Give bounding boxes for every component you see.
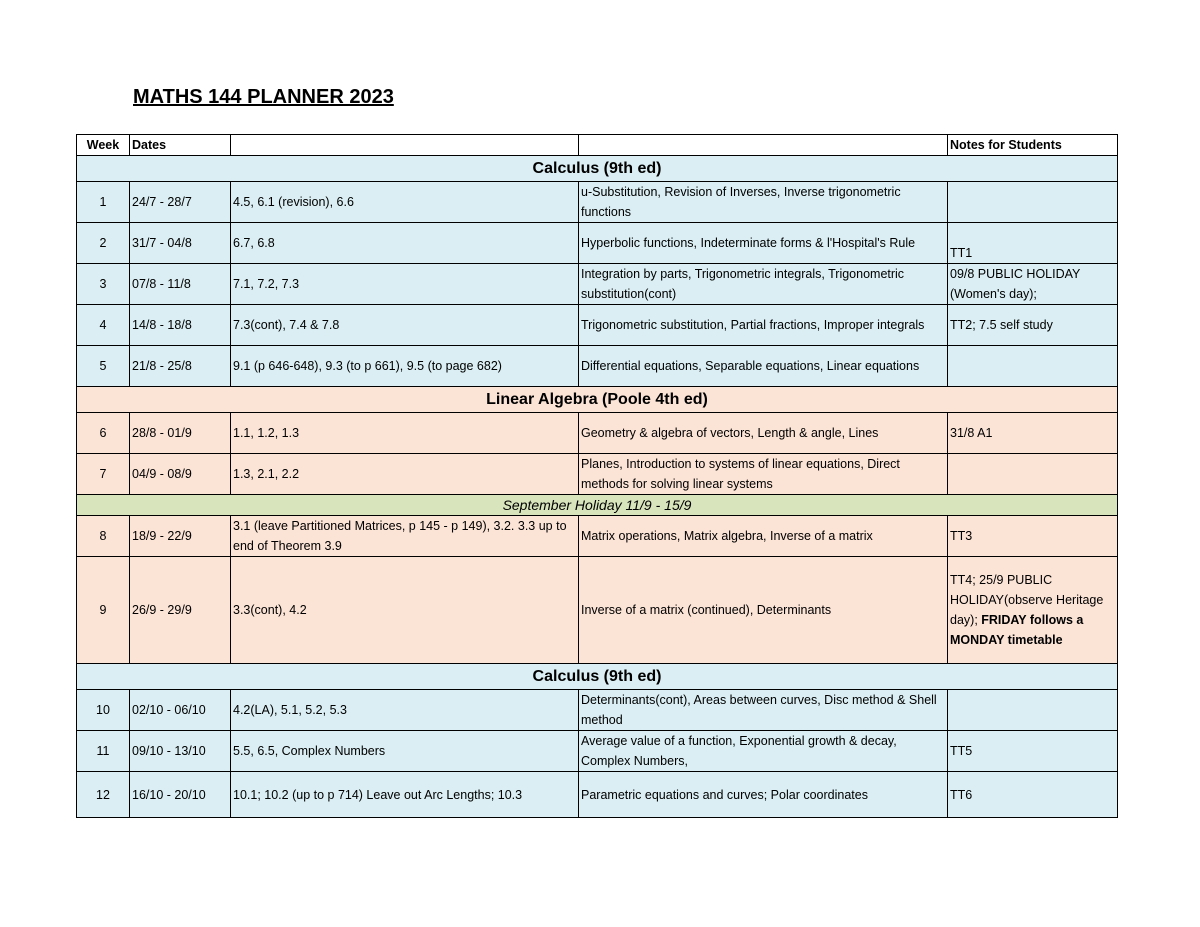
table-row — [77, 223, 1118, 264]
table-row — [77, 346, 1118, 387]
week-cell: 9 — [77, 557, 130, 664]
header-week: Week — [77, 135, 130, 156]
section-row — [77, 156, 1118, 182]
notes-bold-text: FRIDAY follows a MONDAY timetable — [950, 613, 1084, 647]
dates-cell: 04/9 - 08/9 — [130, 454, 231, 495]
week-cell: 1 — [77, 182, 130, 223]
topics-cell: Integration by parts, Trigonometric integrals, Trigonometric substitution(cont) — [579, 264, 948, 305]
section-holiday: September Holiday 11/9 - 15/9 — [77, 495, 1118, 516]
notes-cell: TT1 — [948, 223, 1118, 264]
header-dates: Dates — [130, 135, 231, 156]
table-row — [77, 264, 1118, 305]
planner-table — [76, 134, 1118, 818]
week-cell: 12 — [77, 772, 130, 818]
week-cell: 2 — [77, 223, 130, 264]
header-sections — [231, 135, 579, 156]
topics-cell: Matrix operations, Matrix algebra, Inverse of a matrix — [579, 516, 948, 557]
section-row — [77, 387, 1118, 413]
header-row — [77, 135, 1118, 156]
table-row — [77, 690, 1118, 731]
sections-cell: 5.5, 6.5, Complex Numbers — [231, 731, 579, 772]
topics-cell: Average value of a function, Exponential growth & decay, Complex Numbers, — [579, 731, 948, 772]
section-calculus: Calculus (9th ed) — [77, 156, 1118, 182]
notes-cell: TT2; 7.5 self study — [948, 305, 1118, 346]
sections-cell: 1.1, 1.2, 1.3 — [231, 413, 579, 454]
dates-cell: 16/10 - 20/10 — [130, 772, 231, 818]
holiday-row — [77, 495, 1118, 516]
week-cell: 11 — [77, 731, 130, 772]
table-row — [77, 305, 1118, 346]
header-notes: Notes for Students — [948, 135, 1118, 156]
section-calculus: Calculus (9th ed) — [77, 664, 1118, 690]
sections-cell: 3.3(cont), 4.2 — [231, 557, 579, 664]
dates-cell: 31/7 - 04/8 — [130, 223, 231, 264]
topics-cell: Differential equations, Separable equations, Linear equations — [579, 346, 948, 387]
dates-cell: 14/8 - 18/8 — [130, 305, 231, 346]
week-cell: 7 — [77, 454, 130, 495]
topics-cell: Trigonometric substitution, Partial fractions, Improper integrals — [579, 305, 948, 346]
sections-cell: 4.5, 6.1 (revision), 6.6 — [231, 182, 579, 223]
table-row — [77, 772, 1118, 818]
section-linear-algebra: Linear Algebra (Poole 4th ed) — [77, 387, 1118, 413]
table-row — [77, 557, 1118, 664]
table-row — [77, 731, 1118, 772]
dates-cell: 09/10 - 13/10 — [130, 731, 231, 772]
section-row — [77, 664, 1118, 690]
notes-cell — [948, 690, 1118, 731]
header-topics — [579, 135, 948, 156]
topics-cell: Hyperbolic functions, Indeterminate forms & l'Hospital's Rule — [579, 223, 948, 264]
notes-cell — [948, 182, 1118, 223]
dates-cell: 28/8 - 01/9 — [130, 413, 231, 454]
dates-cell: 18/9 - 22/9 — [130, 516, 231, 557]
table-row — [77, 516, 1118, 557]
topics-cell: Inverse of a matrix (continued), Determinants — [579, 557, 948, 664]
sections-cell: 7.3(cont), 7.4 & 7.8 — [231, 305, 579, 346]
notes-cell — [948, 454, 1118, 495]
notes-cell: TT5 — [948, 731, 1118, 772]
topics-cell: u-Substitution, Revision of Inverses, Inverse trigonometric functions — [579, 182, 948, 223]
dates-cell: 07/8 - 11/8 — [130, 264, 231, 305]
page-title: MATHS 144 PLANNER 2023 — [133, 86, 394, 108]
sections-cell: 10.1; 10.2 (up to p 714) Leave out Arc Lengths; 10.3 — [231, 772, 579, 818]
week-cell: 4 — [77, 305, 130, 346]
dates-cell: 21/8 - 25/8 — [130, 346, 231, 387]
dates-cell: 02/10 - 06/10 — [130, 690, 231, 731]
notes-text: TT4; 25/9 PUBLIC HOLIDAY(observe Heritage day); — [950, 573, 1104, 627]
sections-cell: 1.3, 2.1, 2.2 — [231, 454, 579, 495]
notes-cell: TT3 — [948, 516, 1118, 557]
sections-cell: 6.7, 6.8 — [231, 223, 579, 264]
table-row — [77, 454, 1118, 495]
sections-cell: 7.1, 7.2, 7.3 — [231, 264, 579, 305]
sections-cell: 4.2(LA), 5.1, 5.2, 5.3 — [231, 690, 579, 731]
notes-cell: TT6 — [948, 772, 1118, 818]
week-cell: 5 — [77, 346, 130, 387]
table-row — [77, 182, 1118, 223]
week-cell: 6 — [77, 413, 130, 454]
week-cell: 8 — [77, 516, 130, 557]
dates-cell: 26/9 - 29/9 — [130, 557, 231, 664]
table-row — [77, 413, 1118, 454]
notes-cell: 31/8 A1 — [948, 413, 1118, 454]
dates-cell: 24/7 - 28/7 — [130, 182, 231, 223]
sections-cell: 9.1 (p 646-648), 9.3 (to p 661), 9.5 (to page 682) — [231, 346, 579, 387]
topics-cell: Planes, Introduction to systems of linear equations, Direct methods for solving linear systems — [579, 454, 948, 495]
week-cell: 3 — [77, 264, 130, 305]
topics-cell: Geometry & algebra of vectors, Length & angle, Lines — [579, 413, 948, 454]
notes-cell — [948, 557, 1118, 664]
topics-cell: Determinants(cont), Areas between curves, Disc method & Shell method — [579, 690, 948, 731]
sections-cell: 3.1 (leave Partitioned Matrices, p 145 - p 149), 3.2. 3.3 up to end of Theorem 3.9 — [231, 516, 579, 557]
week-cell: 10 — [77, 690, 130, 731]
topics-cell: Parametric equations and curves; Polar coordinates — [579, 772, 948, 818]
notes-cell: 09/8 PUBLIC HOLIDAY (Women's day); — [948, 264, 1118, 305]
notes-cell — [948, 346, 1118, 387]
